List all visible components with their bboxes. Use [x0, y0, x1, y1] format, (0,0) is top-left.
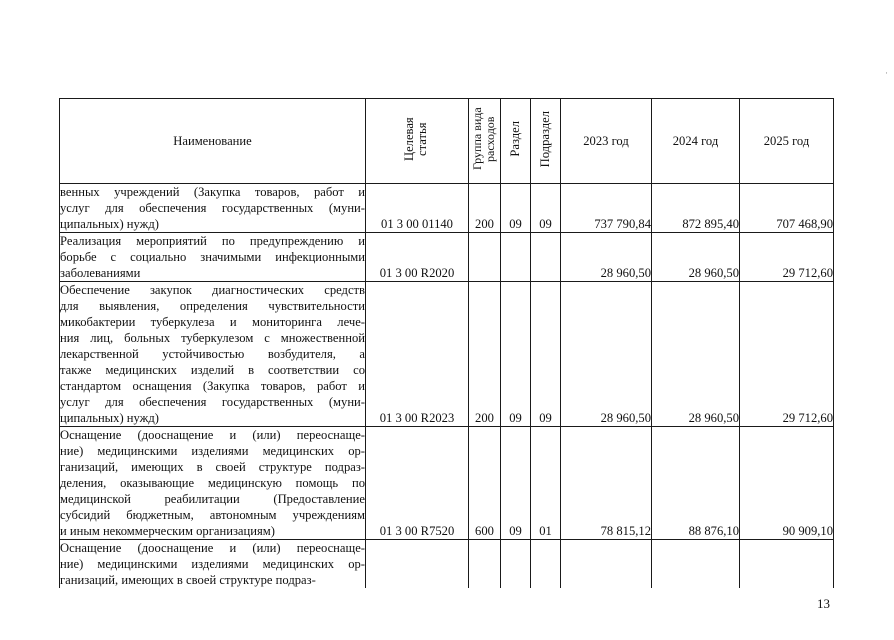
row-code-value: 01 3 00 R2020	[379, 266, 455, 280]
row-name-line: заболеваниями	[60, 266, 141, 280]
header-expense-group: Группа вида расходов	[469, 99, 501, 184]
row-expense-group	[469, 540, 501, 589]
row-name-line: ципальных) нужд)	[60, 411, 159, 425]
row-code	[366, 184, 469, 233]
row-code-value: 01 3 00 R7520	[379, 524, 455, 538]
row-name	[60, 233, 366, 282]
row-subsection-value	[531, 572, 560, 588]
row-2023-value: 28 960,50	[600, 266, 651, 280]
budget-table	[59, 98, 834, 588]
row-code-value: 01 3 00 01140	[381, 217, 453, 231]
row-subsection-value: 09	[539, 217, 552, 231]
row-section	[501, 282, 531, 427]
row-2025	[740, 233, 834, 282]
row-2023	[561, 427, 652, 540]
row-2025	[740, 540, 834, 589]
row-section	[501, 233, 531, 282]
header-subsection: Подраздел	[531, 99, 561, 184]
row-code	[366, 233, 469, 282]
row-name-line: также медицинских изделий в соответствии со	[60, 363, 365, 377]
header-2024: 2024 год	[652, 99, 740, 184]
row-2025	[740, 282, 834, 427]
row-name-line: борьбе с социально значимыми инфекционными	[60, 250, 365, 264]
row-name-line: услуг для обеспечения государственных (муни-	[60, 201, 365, 215]
row-subsection-value	[531, 265, 560, 281]
row-expense-group-value: 600	[475, 524, 494, 538]
edge-mark: ·	[885, 68, 888, 78]
row-name-line: деления, оказывающие медицинскую помощь по	[60, 476, 365, 490]
row-2025-value: 29 712,60	[782, 266, 833, 280]
row-2024	[652, 427, 740, 540]
row-2025-value	[740, 572, 833, 588]
row-name-line: услуг для обеспечения государственных (муни-	[60, 395, 365, 409]
row-subsection	[531, 282, 561, 427]
row-name-line: и иным некоммерческим организациям)	[60, 524, 275, 538]
row-expense-group-value	[469, 265, 500, 281]
row-expense-group	[469, 282, 501, 427]
table-row	[60, 540, 834, 589]
table-row	[60, 282, 834, 427]
header-2023: 2023 год	[561, 99, 652, 184]
row-name-line: субсидий бюджетным, автономным учреждениям	[60, 508, 365, 522]
row-2025-value: 707 468,90	[776, 217, 833, 231]
row-2024	[652, 233, 740, 282]
row-name-line: медицинской реабилитации (Предоставление	[60, 492, 365, 506]
row-subsection-value: 09	[539, 411, 552, 425]
page-number: 13	[817, 596, 830, 611]
table-row	[60, 233, 834, 282]
header-target-article: Целевая статья	[366, 99, 469, 184]
row-name-line: ганизаций, имеющих в своей структуре подраз-	[60, 573, 316, 587]
row-2025-value: 29 712,60	[782, 411, 833, 425]
row-name-line: ния лиц, больных туберкулезом с множественной	[60, 331, 365, 345]
row-name-line: ние) медицинскими изделиями медицинских ор-	[60, 444, 365, 458]
row-2025-value: 90 909,10	[782, 524, 833, 538]
row-name-line: Оснащение (дооснащение и (или) переоснаще-	[60, 428, 365, 442]
row-2024-value	[652, 572, 739, 588]
row-2023-value	[561, 572, 651, 588]
header-2025: 2025 год	[740, 99, 834, 184]
table-row	[60, 184, 834, 233]
row-subsection-value: 01	[539, 524, 552, 538]
row-subsection	[531, 184, 561, 233]
row-name-line: Обеспечение закупок диагностических средств	[60, 283, 365, 297]
row-2023	[561, 540, 652, 589]
row-code-value	[366, 572, 468, 588]
row-expense-group-value: 200	[475, 217, 494, 231]
row-section	[501, 184, 531, 233]
table-body	[60, 184, 834, 589]
row-expense-group-value: 200	[475, 411, 494, 425]
row-name	[60, 427, 366, 540]
row-2023-value: 78 815,12	[600, 524, 651, 538]
row-2024	[652, 184, 740, 233]
row-name-line: Оснащение (дооснащение и (или) переоснаще-	[60, 541, 365, 555]
row-2024-value: 28 960,50	[688, 411, 739, 425]
row-2024	[652, 282, 740, 427]
row-2023	[561, 282, 652, 427]
row-name-line: ганизаций, имеющих в своей структуре подраз-	[60, 460, 365, 474]
row-code	[366, 540, 469, 589]
row-name-line: лекарственной устойчивостью возбудителя, а	[60, 347, 365, 361]
header-section: Раздел	[501, 99, 531, 184]
row-code-value: 01 3 00 R2023	[379, 411, 455, 425]
row-name-line: ципальных) нужд)	[60, 217, 159, 231]
row-2024	[652, 540, 740, 589]
row-section	[501, 540, 531, 589]
row-2024-value: 28 960,50	[688, 266, 739, 280]
row-section-value: 09	[509, 217, 522, 231]
row-name-line: Реализация мероприятий по предупреждению и	[60, 234, 365, 248]
table-header-row	[60, 99, 834, 184]
row-name-line: венных учреждений (Закупка товаров, работ и	[60, 185, 365, 199]
row-name	[60, 282, 366, 427]
row-name-line: для выявления, определения чувствительности	[60, 299, 365, 313]
row-section-value	[501, 265, 530, 281]
row-name	[60, 540, 366, 589]
row-subsection	[531, 427, 561, 540]
row-name-line: стандартом оснащения (Закупка товаров, работ и	[60, 379, 365, 393]
row-subsection	[531, 540, 561, 589]
row-section-value	[501, 572, 530, 588]
row-2024-value: 88 876,10	[688, 524, 739, 538]
row-name-line: микобактерии туберкулеза и мониторинга лече-	[60, 315, 365, 329]
row-code	[366, 282, 469, 427]
row-2024-value: 872 895,40	[682, 217, 739, 231]
row-expense-group-value	[469, 572, 500, 588]
row-expense-group	[469, 184, 501, 233]
row-section	[501, 427, 531, 540]
row-code	[366, 427, 469, 540]
row-expense-group	[469, 233, 501, 282]
row-subsection	[531, 233, 561, 282]
row-2025	[740, 184, 834, 233]
row-2023	[561, 233, 652, 282]
row-name-line: ние) медицинскими изделиями медицинских ор-	[60, 557, 365, 571]
table-row	[60, 427, 834, 540]
row-2023-value: 737 790,84	[594, 217, 651, 231]
row-section-value: 09	[509, 411, 522, 425]
row-name	[60, 184, 366, 233]
header-name: Наименование	[60, 99, 366, 184]
row-section-value: 09	[509, 524, 522, 538]
row-expense-group	[469, 427, 501, 540]
row-2023-value: 28 960,50	[600, 411, 651, 425]
row-2023	[561, 184, 652, 233]
row-2025	[740, 427, 834, 540]
